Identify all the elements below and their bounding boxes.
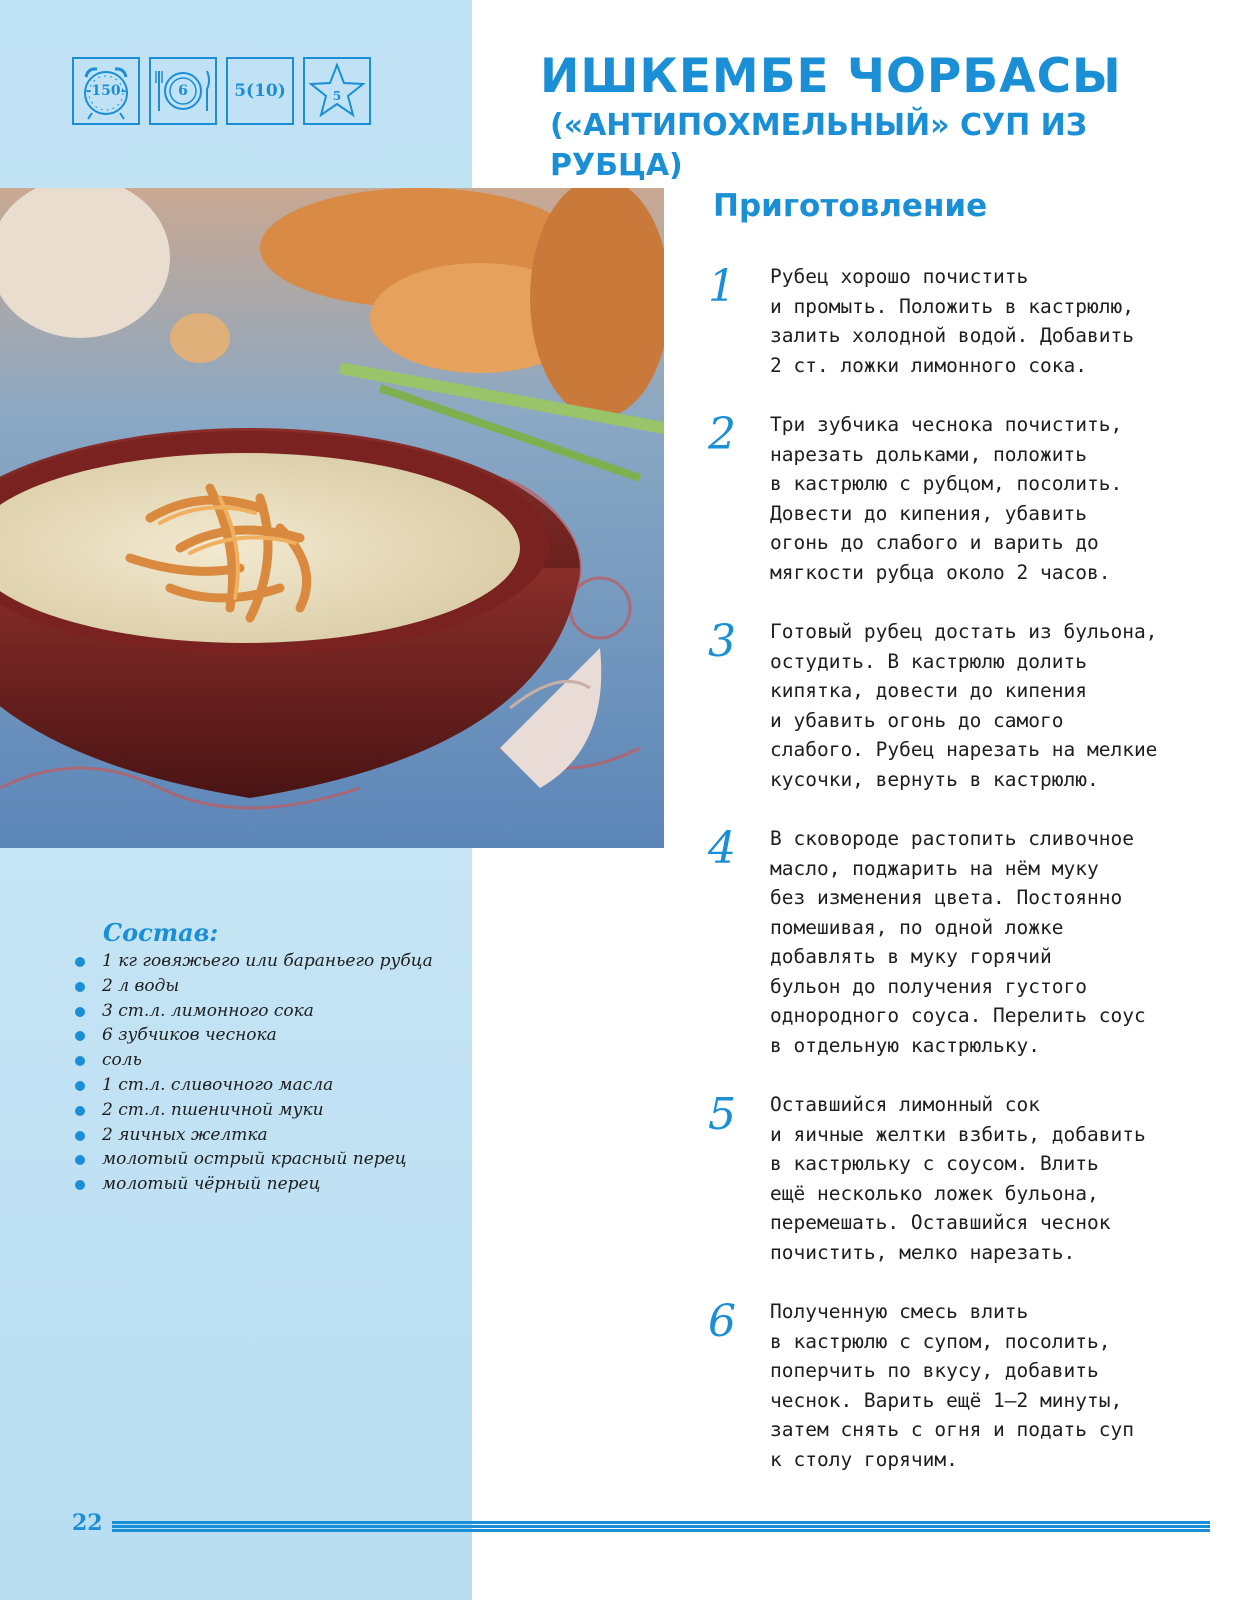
- footer-divider: [112, 1521, 1210, 1532]
- step-text: Полученную смесь влить в кастрюлю с супом, посолить, поперчить по вкусу, добавить чеснок. Варить ещё 1–2 минуты, затем снять с огня и подать суп к столу горячим.: [770, 1300, 1134, 1471]
- portions-box: [226, 57, 294, 125]
- ingredients-section: [75, 918, 435, 1197]
- step-text: Три зубчика чеснока почистить, нарезать дольками, положить в кастрюлю с рубцом, посолить. Довести до кипения, убавить огонь до слабого и варить до мягкости рубца около 2 часов.: [770, 413, 1123, 584]
- ingredient-item: соль: [75, 1048, 435, 1073]
- step-item: [708, 262, 1228, 380]
- recipe-info-icons: [72, 57, 371, 125]
- step-number: 5: [708, 1089, 736, 1140]
- ingredient-item: молотый острый красный перец: [75, 1147, 435, 1172]
- ingredient-item: 1 кг говяжьего или бараньего рубца: [75, 949, 435, 974]
- step-number: 2: [708, 409, 736, 460]
- servings-value: 6: [178, 83, 188, 99]
- step-text: Оставшийся лимонный сок и яичные желтки взбить, добавить в кастрюльку с соусом. Влить ещё несколько ложек бульона, перемешать. Оставшийся чеснок почистить, мелко нарезать.: [770, 1093, 1146, 1264]
- alarm-clock-icon: [72, 57, 140, 125]
- step-text: В сковороде растопить сливочное масло, поджарить на нём муку без изменения цвета. Постоянно помешивая, по одной ложке добавлять в муку горячий бульон до получения густого однородного соуса. Перелить соус в отдельную кастрюльку.: [770, 827, 1146, 1057]
- ingredient-item: 3 ст.л. лимонного сока: [75, 999, 435, 1024]
- portions-value: 5(10): [234, 81, 286, 101]
- ingredients-list: [75, 949, 435, 1197]
- recipe-title-subtitle: («АНТИПОХМЕЛЬНЫЙ» СУП ИЗ РУБЦА): [550, 108, 1088, 183]
- step-number: 4: [708, 823, 736, 874]
- preparation-heading: Приготовление: [713, 188, 988, 224]
- step-text: Готовый рубец достать из бульона, остудить. В кастрюлю долить кипятка, довести до кипения и убавить огонь до самого слабого. Рубец нарезать на мелкие кусочки, вернуть в кастрюлю.: [770, 620, 1158, 791]
- step-item: [708, 1297, 1228, 1474]
- soup-bowl-photo: [0, 188, 664, 848]
- step-item: [708, 410, 1228, 587]
- page-number: 22: [72, 1510, 103, 1536]
- step-text: Рубец хорошо почистить и промыть. Положить в кастрюлю, залить холодной водой. Добавить 2 ст. ложки лимонного сока.: [770, 265, 1134, 377]
- step-number: 6: [708, 1296, 736, 1347]
- step-number: 1: [708, 261, 736, 312]
- ingredient-item: молотый чёрный перец: [75, 1172, 435, 1197]
- recipe-title: [540, 48, 1230, 186]
- plate-cutlery-icon: [149, 57, 217, 125]
- ingredient-item: 2 л воды: [75, 974, 435, 999]
- star-icon: [303, 57, 371, 125]
- step-item: [708, 617, 1228, 794]
- ingredient-item: 2 ст.л. пшеничной муки: [75, 1098, 435, 1123]
- step-item: [708, 824, 1228, 1060]
- step-item: [708, 1090, 1228, 1267]
- difficulty-value: 5: [332, 89, 342, 103]
- ingredient-item: 2 яичных желтка: [75, 1123, 435, 1148]
- ingredient-item: 6 зубчиков чеснока: [75, 1023, 435, 1048]
- preparation-steps: [708, 262, 1228, 1504]
- step-number: 3: [708, 616, 736, 667]
- ingredients-heading: Состав:: [103, 918, 219, 947]
- cooking-time-value: -150-: [85, 83, 127, 99]
- ingredient-item: 1 ст.л. сливочного масла: [75, 1073, 435, 1098]
- recipe-title-main: ИШКЕМБЕ ЧОРБАСЫ: [540, 49, 1122, 104]
